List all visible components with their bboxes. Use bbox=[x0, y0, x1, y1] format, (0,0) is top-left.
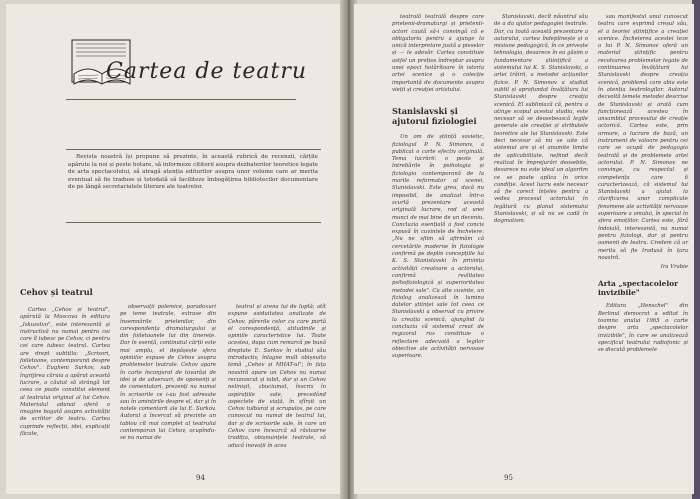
left-column-2 bbox=[120, 304, 216, 443]
paragraph: teatrală teatrală despre care prietenii-dramaturgi și prietenii-actori caută să-i convingă că e obligatoriu pentru a ajunge la unică interpretare justă a pieselor și — le adevăr. Cartea constituie astfel un prețios îndreptar asupra unei epoci hotărîtoare în istoria artei scenice și o colecție importantă de documente asupra vieții și creației artistului. bbox=[392, 14, 484, 93]
author-signature: Ira Vrabie bbox=[660, 264, 688, 271]
right-column-2 bbox=[494, 14, 588, 226]
left-column-1 bbox=[20, 287, 110, 438]
page-number-left: 94 bbox=[196, 474, 205, 482]
left-column-3 bbox=[228, 304, 326, 450]
intro-rule-top bbox=[66, 149, 321, 150]
paragraph: Stanislavski, decît năuntrul său de a da ajutor pedagogiei teatrale. Dar, cu toată această prezentare a autorului, cartea îndeplinește și o misiune pedagogică, în ce privește tehnologia, deoarece în ea găsim o fundamentare științifică a sistemului lui K. S. Stanislavski, a artei trăirii, a metodei acțiunilor fizice. P. N. Simonov a studiat subtil și aprofundat învățătura lui Stanislavski despre creația scenică. El subliniază că, pentru a atinge scopul acestui studiu, este necesar să se deosebească legile generale ale creației și atributele teoretice ale lui Stanislavski. Este deci necesar să nu se uite că sistemul are și el anumite limite de aplicabilitate, nefiind decît realizat în împrejurări deosebite, deoarece nu este ideal un algoritm ce se poate aplica în orice condiție. Acest lucru este necesar să fie corect înțeles pentru a vedea procesul actorului în legătură cu planul sistemului Stanislavski, și să nu se cadă în dogmatism. bbox=[494, 14, 588, 225]
paragraph: Cartea „Cehov și teatrul", apărută la Moscova în editura „Iskusstvo", este interesantă și instructivă nu numai pentru cei care îl iubesc pe Cehov, ci pentru cei care iubesc teatrul. Cartea are drept subtitlu: „Scrisori, foiletoane, contemporanii despre Cehov". Eugheni Surkov, sub îngrijirea căruia a apărut această lucrare, a căutat să strângă tot ceea ce poate constitui element al teatrului original al lui Cehov. Materialul adunat oferă o imagine bogată asupra activității de scriitor de teatru. Cartea cuprinde reflecții, idei, explicații făcute, bbox=[20, 307, 110, 438]
section-title-radio: Arta „spectacolelor invizibile" bbox=[598, 279, 678, 298]
title-underline bbox=[66, 99, 296, 100]
paragraph: Un om de știință sovietic, fiziologul P. N. Simonov, a publicat o carte efectiv originală. Tema lucrării: o peste și întrebările în psihologia și fiziologia contemporană de la marile reformator al scenei, Stanislavski. Este greu, dacă nu imposibil, de analizat într-o scurtă prezentare această originală lucrare, rod al unei munci de mai bine de un deceniu. Concluzia esențială a fost concis expusă în cuvintele de încheiere: „Nu ne sfiim să afirmăm că cercetările moderne în fiziologie confirmă pe deplin concepțiile lui K. S. Stanislavski în privința activității creatoare a actorului, confirmă realitatea psihofiziologică și superioritatea metodei sale". Cu alte cuvinte, un fiziolog analizează în lumina datelor științei sale tot ceea ce Stanislavski a observat cu privire la creația scenică, ajungînd la concluzia că sistemul creat de regizorul rus constituie o reflectare adecvată a legilor obiective ale activității nervoase superioare. bbox=[392, 134, 484, 360]
paragraph: Editura „Henschel" din Berlinul democrat a editat în toamna anului 1965 o carte despre arta „spectacolelor invizibile", în care se analizează specificul teatrului radiofonic și se discută problemele bbox=[598, 303, 688, 354]
section-title-cehov: Cehov și teatrul bbox=[20, 287, 93, 297]
right-page bbox=[354, 4, 694, 494]
paragraph: teatrul și arena lui de luptă; atît expune asiduitatea analizate de Cehov, părerile celor cu care purtă el corespondență, atitudinile și opiniile caracteristice lui. Toate acestea, dupa cum remarcă pe bună dreptate E. Surkov în studiul său introductiv, înlagne mult obișnuita temă „Cehov și MHAT-ul"; în fața noastră apare un Cehov nu numai recunoscut și iubit, dar și un Cehov nelinișit, zbuciumat, înscris în aspirațiile sale, precedând aspectele de viață, în sfîrșit un Cehov tulburat și scrupulos, pe care cunoscut nu numai de teatrul lui, dar și de scrisorile sale, în care un Cehov care încearcă să răstoarne tradiția, obișnuințele teatrale, să aducă inovații în acea bbox=[228, 304, 326, 449]
paragraph: observații polemice, paradoxuri pe teme teatrale, extrase din însemnările prietenilor, din corespondența dramaturgului și din foiletoanele lui din tinerețe. Dar în esență, continutul cărții este mai amplu, el depășește sfera opiniilor expuse de Cehov asupra problemelor teatrale. Cehov apare în carte înconjurat de tovarăși de idei și de adversari, de oponenți și de comentatori, prezenți nu numai în scrisorile ce i-au fost adresate sau în amintirile despre el, dar și în notele comentarii ale lui E. Surkov. Autorul a încercat să prezinte un tablou cît mai complet al teatrului contemporan lui Cehov, ocupîndu-se nu numai de bbox=[120, 304, 216, 442]
right-column-3 bbox=[598, 14, 688, 354]
page-number-right: 95 bbox=[504, 474, 513, 482]
intro-paragraph: Revista noastră își propune să prezinte, în această rubrică de recenzii, cărțile apărute la noi și peste hotare, să informeze cititorii asupra dezbaterilor teoretice legate de arta spectacolului, să atragă atenția editurilor asupra unor volume care ar merita eventual să fie traduse și totodată să faciliteze îmbogățirea bibliotecilor documentare de pe lângă secretariatele literare ale teatrelor. bbox=[68, 154, 318, 191]
section-title-stanislavski: Stanislavski și ajutorul fiziologiei bbox=[392, 106, 477, 127]
page-title: Cartea de teatru bbox=[106, 59, 308, 84]
paragraph: sau manifestul unui cunoscut teatru care exprimă creșul său, el a teoriei științifice a creației scenice. Încheierea acestei teze a lui P. N. Simonov oferă un material științific pentru recolvarea problemelor legate de continuarea învățăturii lui Stanislavski despre creația scenică, problemă care abia este în atenția teatrologilor. Autorul dezvoltă temele metodei descrise de Stanislavski și arată cum funcționează acestea în ansamblul procesului de creație actorică. Cartea este, prin urmare, o lucrare de bază, un instrument de valoare pentru cei care se ocupă de pedagogia teatrală și de problemele artei actorului. P. N. Simonov ne convinge, cu respectul și competența care îi caracterizează, că sistemul lui Stanislavski a ajutat la clarificarea unor complicate fenomene ale activității nervoase superioare a omului, în special în sfera emoțiilor. Cartea este, fără îndoială, interesantă, nu numai pentru fiziologi, dar și pentru oamenii de teatru. Credem că ar merita să fie tradusă în țara noastră. bbox=[598, 14, 688, 261]
right-column-1 bbox=[392, 14, 484, 360]
left-page bbox=[6, 4, 344, 494]
intro-rule-bottom bbox=[66, 222, 321, 223]
